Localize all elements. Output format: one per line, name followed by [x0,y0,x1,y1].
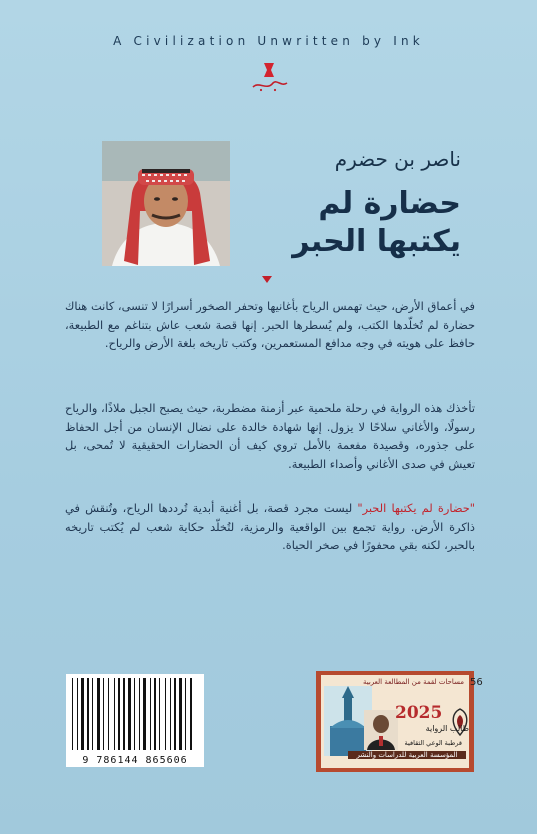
blurb-paragraph-3-text: ليست مجرد قصة، بل أغنية أبدية تُرددها الرياح، وتُنقش في ذاكرة الأرض. رواية تجمع بين الواقعية والرمزية، لتُخلّد حكاية شعب لم يُكتب تاريخه بالحبر، لكنه بقي محفورًا في صخر الحياة. [65,501,475,553]
blurb-paragraph-2: تأخذك هذه الرواية في رحلة ملحمية عبر أزمنة مضطربة، حيث يصبح الجبل ملاذًا، والرياح رسولًا، والأغاني سلاحًا لا يزول. إنها شهادة خالدة على نضال الإنسان من أجل الحفاظ على جذوره، وقصيدة مفعمة بالأمل تروي كيف أن الحضارات الحقيقية لا تُمحى، بل تعيش في صدى الأغاني وأصداء الطبيعة. [65,401,475,471]
publisher-logo [247,61,291,95]
stamp-year: 2025 [395,703,443,723]
portrait-image [364,710,398,750]
author-photo [102,141,230,266]
blurb-paragraph-3 [65,499,475,555]
red-triangle-marker [262,276,272,283]
stamp-sublabel: قرطبة الوعي الثقافية [404,739,462,747]
blurb-paragraph-1: في أعماق الأرض، حيث تهمس الرياح بأغانيها وتحفر الصخور أسرارًا لا تنسى، كانت هناك حضارة لم تُخلّدها الكتب، ولم يُسطرها الحبر. إنها قصة شعب عاش بتناغم مع الطبيعة، حافظ على هويته في وجه مدافع المستعمرين، وكتب تاريخه بلغة الأرض والرياح. [65,299,475,351]
stamp-publisher: المؤسسة العربية للدراسات والنشر [348,751,466,759]
barcode [66,674,204,767]
book-title-line2: يكتبها الحبر [292,224,461,259]
stamp-heading: مساحات لقمة من المطالعة العربية [362,678,464,686]
stamp-number: 56 [470,677,483,688]
stamp-label: طالب الرواية [425,724,469,733]
book-title [261,185,461,261]
isbn-number: 9 786144 865606 [82,755,188,766]
english-title: A Civilization Unwritten by Ink [113,34,424,48]
blurb-title-quote: "حضارة لم يكتبها الحبر" [357,501,475,515]
author-name: ناصر بن حضرم [334,147,461,171]
book-title-line1: حضارة لم [318,186,461,221]
